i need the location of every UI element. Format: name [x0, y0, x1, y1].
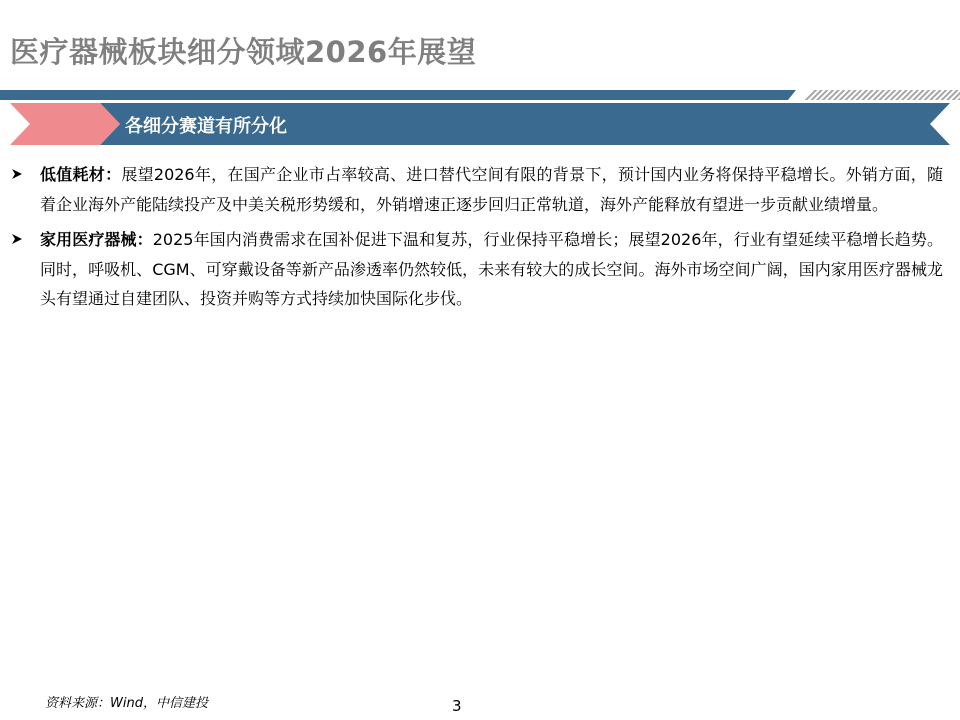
bullet-text — [40, 160, 943, 219]
header-stripe — [0, 90, 960, 100]
bullet-body: 展望2026年，在国产企业市占率较高、进口替代空间有限的背景下，预计国内业务将保持平稳增长。外销方面，随着企业海外产能陆续投产及中美关税形势缓和，外销增速正逐步回归正常轨道，海外产能释放有望进一步贡献业绩增量。 — [40, 165, 943, 214]
source-note: 资料来源：Wind，中信建投 — [45, 696, 208, 711]
bullet-text — [40, 225, 943, 314]
banner-pink-chevron — [10, 103, 120, 145]
page-number: 3 — [452, 697, 462, 715]
bullet-body: 2025年国内消费需求在国补促进下温和复苏，行业保持平稳增长；展望2026年，行业有望延续平稳增长趋势。同时，呼吸机、CGM、可穿戴设备等新产品渗透率仍然较低，未来有较大的成长空间。海外市场空间广阔，国内家用医疗器械龙头有望通过自建团队、投资并购等方式持续加快国际化步伐。 — [40, 230, 943, 308]
stripe-hatched-segment — [804, 90, 960, 100]
bullet-label: 家用医疗器械： — [40, 230, 153, 249]
bullet-home-medical-devices — [8, 225, 943, 314]
slide-title: 医疗器械板块细分领域2026年展望 — [10, 35, 477, 69]
bullet-label: 低值耗材： — [40, 165, 122, 184]
arrowhead-right-icon — [10, 167, 24, 181]
bullet-low-value-consumables — [8, 160, 943, 219]
arrowhead-right-icon — [10, 232, 24, 246]
stripe-blue-segment — [0, 90, 796, 100]
section-title: 各细分赛道有所分化 — [125, 116, 287, 137]
bullet-list — [8, 160, 943, 320]
section-banner — [0, 103, 960, 145]
